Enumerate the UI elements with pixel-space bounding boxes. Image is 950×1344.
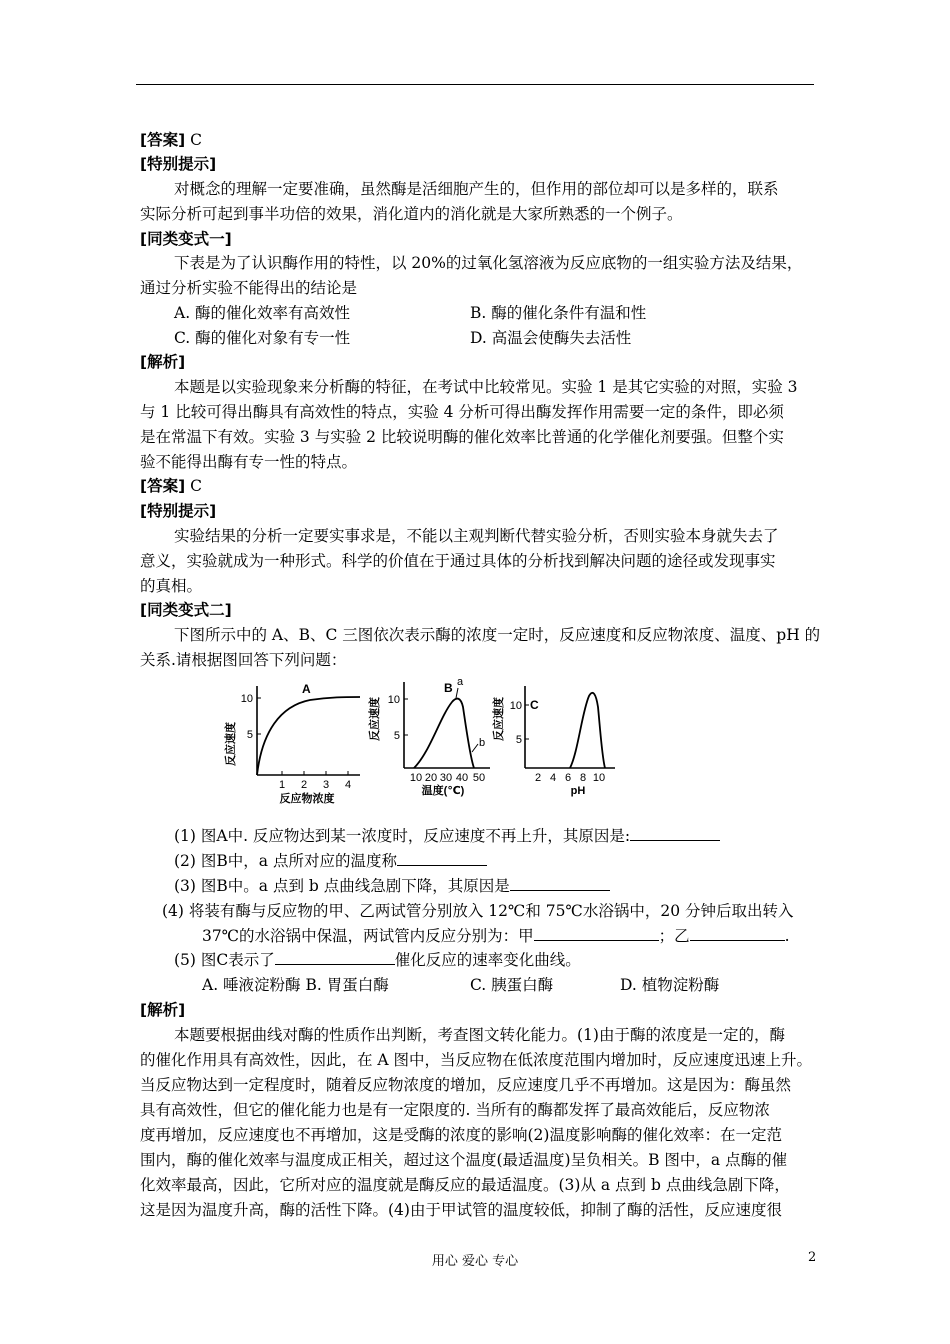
text-line: [620, 975, 719, 995]
text-segment: D. 高温会使酶失去活性: [470, 329, 632, 347]
text-line: [140, 576, 202, 596]
chart-b-curve: [414, 699, 474, 768]
answer-blank: [690, 926, 785, 941]
text-segment: 围内，酶的催化效率与温度成正相关，超过这个温度(最适温度)呈负相关。B 图中，a 点酶的催: [140, 1151, 788, 1169]
text-segment: 下表是为了认识酶作用的特性，以 20%的过氧化氢溶液为反应底物的一组实验方法及结果，: [174, 254, 803, 272]
answer-blank: [510, 876, 610, 891]
chart-b-xtick: 10: [409, 772, 423, 784]
text-segment: (4) 将装有酶与反应物的甲、乙两试管分别放入 12℃和 75℃水浴锅中，20 分钟后取出转入: [162, 902, 794, 920]
text-line: [202, 926, 790, 946]
chart-a-xtick: 1: [278, 779, 286, 791]
text-line: [174, 179, 779, 199]
text-line: [174, 1025, 785, 1045]
text-segment: A. 酶的催化效率有高效性: [174, 304, 351, 322]
text-segment: 通过分析实验不能得出的结论是: [140, 279, 358, 297]
chart-c-xtick: 10: [592, 772, 606, 784]
text-segment: 实际分析可起到事半功倍的效果，消化道内的消化就是大家所熟悉的一个例子。: [140, 205, 683, 223]
text-line: [162, 901, 794, 921]
text-segment: C: [185, 131, 202, 149]
section-heading: [解析]: [140, 353, 186, 371]
text-line: [140, 452, 357, 472]
text-line: [470, 328, 631, 348]
page-footer: 用心 爱心 专心: [431, 1254, 519, 1269]
chart-b-ylabel: 反应速度: [369, 697, 381, 741]
text-segment: 本题要根据曲线对酶的性质作出判断，考查图文转化能力。(1)由于酶的浓度是一定的，酶: [174, 1026, 785, 1044]
text-segment: 意义，实验就成为一种形式。科学的价值在于通过具体的分析找到解决问题的途径或发现事实: [140, 552, 776, 570]
text-line: [174, 826, 720, 846]
chart-a-ytick: 5: [246, 729, 253, 741]
chart-c-xtick: 8: [579, 772, 587, 784]
text-line: [140, 476, 202, 496]
chart-a-letter: A: [302, 682, 311, 696]
text-segment: (1) 图A中. 反应物达到某一浓度时，反应速度不再上升，其原因是:: [174, 827, 631, 845]
text-line: [140, 1200, 782, 1220]
chart-a-curve: [257, 697, 360, 775]
text-line: [140, 1075, 791, 1095]
text-segment: .: [784, 927, 790, 945]
answer-blank: [630, 826, 720, 841]
chart-a: [223, 682, 360, 805]
chart-b-point-a: a: [457, 676, 464, 688]
chart-b-xtick: 50: [472, 772, 486, 784]
section-heading: [特别提示]: [140, 502, 217, 520]
chart-b-letter: B: [444, 681, 453, 695]
text-segment: 这是因为温度升高，酶的活性下降。(4)由于甲试管的温度较低，抑制了酶的活性，反应速度很: [140, 1201, 782, 1219]
text-line: [140, 278, 357, 298]
chart-c-xtick: 2: [534, 772, 542, 784]
chart-b-xlabel: 温度(℃): [421, 785, 465, 797]
text-line: [140, 600, 232, 620]
chart-a-xlabel: 反应物浓度: [279, 793, 335, 805]
chart-a-xtick: 4: [344, 779, 352, 791]
text-segment: A. 唾液淀粉酶 B. 胃蛋白酶: [202, 976, 389, 994]
text-line: [140, 154, 216, 174]
text-line: [174, 950, 581, 970]
text-line: [140, 204, 683, 224]
chart-c-ytick: 5: [515, 734, 522, 746]
chart-a-xtick: 3: [322, 779, 330, 791]
enzyme-figure: [0, 672, 950, 812]
chart-b-ytick: 5: [393, 730, 400, 742]
header-rule: [136, 84, 814, 85]
text-segment: 实验结果的分析一定要实事求是，不能以主观判断代替实验分析，否则实验本身就失去了: [174, 527, 779, 545]
text-segment: (3) 图B中。a 点到 b 点曲线急剧下降，其原因是: [174, 877, 510, 895]
chart-c-ytick: 10: [509, 700, 522, 712]
text-segment: 的真相。: [140, 577, 203, 595]
answer-blank: [275, 950, 395, 965]
chart-c-letter: C: [530, 698, 539, 712]
section-heading: [答案]: [140, 477, 186, 495]
text-line: [140, 1125, 782, 1145]
text-line: [174, 876, 610, 896]
text-line: [140, 501, 216, 521]
chart-a-xtick: 2: [300, 779, 308, 791]
chart-a-ytick: 10: [240, 693, 253, 705]
page-number: 2: [808, 1250, 817, 1265]
text-segment: C: [185, 477, 202, 495]
text-line: [470, 975, 553, 995]
text-segment: 关系.请根据图回答下列问题：: [140, 651, 347, 669]
chart-b-xtick: 30: [439, 772, 453, 784]
text-segment: 的催化作用具有高效性，因此，在 A 图中，当反应物在低浓度范围内增加时，反应速度迅速上升。: [140, 1051, 813, 1069]
text-line: [140, 130, 202, 150]
chart-c-xtick: 4: [549, 772, 557, 784]
answer-blank: [397, 851, 487, 866]
text-line: [140, 1150, 787, 1170]
text-segment: 度再增加，反应速度也不再增加，这是受酶的浓度的影响(2)温度影响酶的催化效率：在一定范: [140, 1126, 782, 1144]
chart-a-ylabel: 反应速度: [225, 722, 237, 766]
answer-blank: [534, 926, 659, 941]
text-segment: 本题是以实验现象来分析酶的特征，在考试中比较常见。实验 1 是其它实验的对照，实验 3: [174, 378, 798, 396]
section-heading: [同类变式二]: [140, 601, 232, 619]
chart-b-xtick: 20: [424, 772, 438, 784]
chart-c-ylabel: 反应速度: [493, 697, 505, 741]
text-line: [140, 1000, 185, 1020]
text-segment: 当反应物达到一定程度时，随着反应物浓度的增加，反应速度几乎不再增加。这是因为：酶虽然: [140, 1076, 792, 1094]
text-line: [470, 303, 646, 323]
text-segment: 化效率最高，因此，它所对应的温度就是酶反应的最适温度。(3)从 a 点到 b 点曲线急剧下降，: [140, 1176, 790, 1194]
text-line: [140, 1100, 770, 1120]
chart-c-curve: [570, 693, 605, 768]
text-line: [140, 352, 185, 372]
text-segment: 对概念的理解一定要准确，虽然酶是活细胞产生的，但作用的部位却可以是多样的，联系: [174, 180, 779, 198]
text-line: [140, 1175, 790, 1195]
text-line: [174, 625, 820, 645]
text-segment: 具有高效性，但它的催化能力也是有一定限度的. 当所有的酶都发挥了最高效能后，反应物浓: [140, 1101, 770, 1119]
text-line: [174, 377, 798, 397]
text-segment: ；乙: [658, 927, 690, 945]
text-segment: 与 1 比较可得出酶具有高效性的特点，实验 4 分析可得出酶发挥作用需要一定的条件，即必须: [140, 403, 784, 421]
text-segment: 催化反应的速率变化曲线。: [394, 951, 581, 969]
text-segment: 下图所示中的 A、B、C 三图依次表示酶的浓度一定时，反应速度和反应物浓度、温度、pH 的: [174, 626, 821, 644]
text-line: [174, 303, 350, 323]
text-segment: 是在常温下有效。实验 3 与实验 2 比较说明酶的催化效率比普通的化学催化剂要强。但整个实: [140, 428, 784, 446]
text-segment: C. 胰蛋白酶: [470, 976, 554, 994]
text-line: [140, 650, 346, 670]
text-segment: (2) 图B中，a 点所对应的温度称: [174, 852, 397, 870]
chart-b: [367, 676, 490, 797]
text-segment: 验不能得出酶有专一性的特点。: [140, 453, 358, 471]
chart-b-point-b: b: [479, 737, 486, 749]
text-segment: D. 植物淀粉酶: [620, 976, 720, 994]
text-line: [140, 1050, 812, 1070]
text-line: [174, 851, 487, 871]
text-line: [140, 427, 784, 447]
text-segment: B. 酶的催化条件有温和性: [470, 304, 647, 322]
text-line: [174, 328, 350, 348]
text-line: [140, 229, 232, 249]
chart-c-xtick: 6: [564, 772, 572, 784]
section-heading: [特别提示]: [140, 155, 217, 173]
text-segment: 37℃的水浴锅中保温，两试管内反应分别为：甲: [202, 927, 534, 945]
section-heading: [解析]: [140, 1001, 186, 1019]
chart-c-xlabel: pH: [570, 785, 586, 797]
text-line: [140, 402, 784, 422]
text-line: [174, 253, 802, 273]
text-line: [202, 975, 389, 995]
section-heading: [答案]: [140, 131, 186, 149]
chart-b-xtick: 40: [455, 772, 469, 784]
section-heading: [同类变式一]: [140, 230, 232, 248]
text-segment: C. 酶的催化对象有专一性: [174, 329, 351, 347]
chart-c: [491, 686, 615, 797]
text-line: [140, 551, 776, 571]
text-line: [174, 526, 779, 546]
chart-b-ytick: 10: [387, 694, 400, 706]
text-segment: (5) 图C表示了: [174, 951, 275, 969]
